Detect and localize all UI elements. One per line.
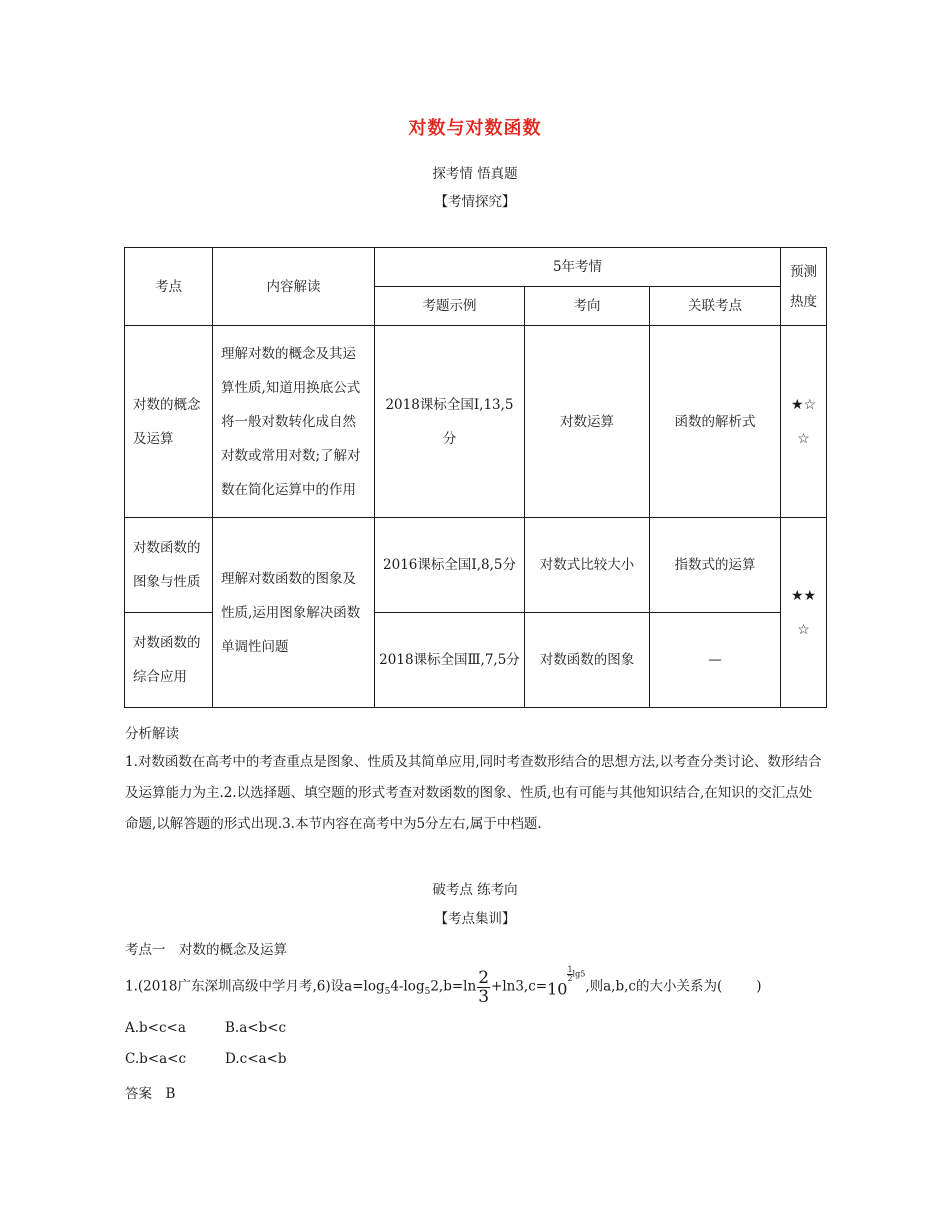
option-c: C.b<a<c (125, 1051, 187, 1067)
question-mid3: +ln3,c= (491, 978, 548, 995)
row1-kaodian: 对数的概念及运算 (125, 326, 213, 518)
header-direction: 考向 (525, 287, 650, 326)
exponent-log-term: lg5 (572, 969, 586, 979)
section-subheading-jixun: 【考点集训】 (434, 911, 516, 927)
section-subheading-kaoqing: 【考情探究】 (434, 194, 516, 210)
question-mid1: 4-log (390, 978, 425, 995)
exponent-numerator: 1 (567, 965, 573, 974)
fraction-numerator: 2 (478, 967, 490, 988)
header-example: 考题示例 (375, 287, 525, 326)
fraction-denominator: 3 (478, 986, 490, 1007)
row3-example: 2018课标全国Ⅲ,7,5分 (375, 613, 525, 708)
header-five-years: 5年考情 (375, 248, 781, 287)
question-close-paren: ) (756, 978, 762, 995)
fraction-two-thirds (477, 969, 490, 1006)
row1-neirong: 理解对数的概念及其运算性质,知道用换底公式将一般对数转化成自然对数或常用对数;了解对数在简化运算中的作用 (213, 326, 375, 518)
row2-kaodian: 对数函数的图象与性质 (125, 518, 213, 613)
row2-example: 2016课标全国Ⅰ,8,5分 (375, 518, 525, 613)
options-row-1 (125, 1020, 286, 1036)
log-base-1: 5 (384, 987, 391, 998)
header-related: 关联考点 (650, 287, 781, 326)
header-kaodian: 考点 (125, 248, 213, 326)
row1-example: 2018课标全国Ⅰ,13,5分 (375, 326, 525, 518)
row2-related: 指数式的运算 (650, 518, 781, 613)
options-row-2 (125, 1051, 287, 1067)
analysis-heading: 分析解读 (125, 726, 179, 742)
row3-kaodian: 对数函数的综合应用 (125, 613, 213, 708)
question-prefix: 1.(2018广东深圳高级中学月考,6)设a=log (125, 978, 385, 995)
kaodian-one-heading: 考点一 对数的概念及运算 (125, 942, 287, 958)
option-a: A.b<c<a (125, 1020, 186, 1036)
header-neirong: 内容解读 (213, 248, 375, 326)
row1-related: 函数的解析式 (650, 326, 781, 518)
row3-direction: 对数函数的图象 (525, 613, 650, 708)
exam-analysis-table (124, 247, 827, 708)
option-d: D.c<a<b (225, 1051, 287, 1067)
section-heading-tankaoqing: 探考情 悟真题 (432, 166, 518, 182)
question-1 (125, 966, 762, 1006)
row2-direction: 对数式比较大小 (525, 518, 650, 613)
exponent (567, 966, 585, 983)
option-b: B.a<b<c (225, 1020, 287, 1036)
log-base-2: 5 (424, 987, 431, 998)
section-heading-pokaodian: 破考点 练考向 (432, 882, 518, 898)
header-yuce: 预测热度 (781, 248, 827, 326)
row1-heat-stars: ★☆☆ (781, 326, 827, 518)
answer-line: 答案 B (125, 1086, 176, 1102)
exponent-denominator: 2 (567, 974, 573, 983)
question-mid2: 2,b=ln (430, 978, 477, 995)
question-suffix: ,则a,b,c的大小关系为( (585, 978, 723, 995)
row2-heat-stars: ★★☆ (781, 518, 827, 708)
row1-direction: 对数运算 (525, 326, 650, 518)
row2-neirong: 理解对数函数的图象及性质,运用图象解决函数单调性问题 (213, 518, 375, 708)
page-title: 对数与对数函数 (408, 118, 542, 139)
row3-related: — (650, 613, 781, 708)
power-base-ten: 10 (547, 979, 568, 999)
analysis-text: 1.对数函数在高考中的考查重点是图象、性质及其简单应用,同时考查数形结合的思想方法,以考查分类讨论、数形结合及运算能力为主.2.以选择题、填空题的形式考查对数函数的图象、性质,也有可能与其他知识结合,在知识的交汇点处命题,以解答题的形式出现.3.本节内容在高考中为5分左右,属于中档题. (125, 754, 822, 832)
